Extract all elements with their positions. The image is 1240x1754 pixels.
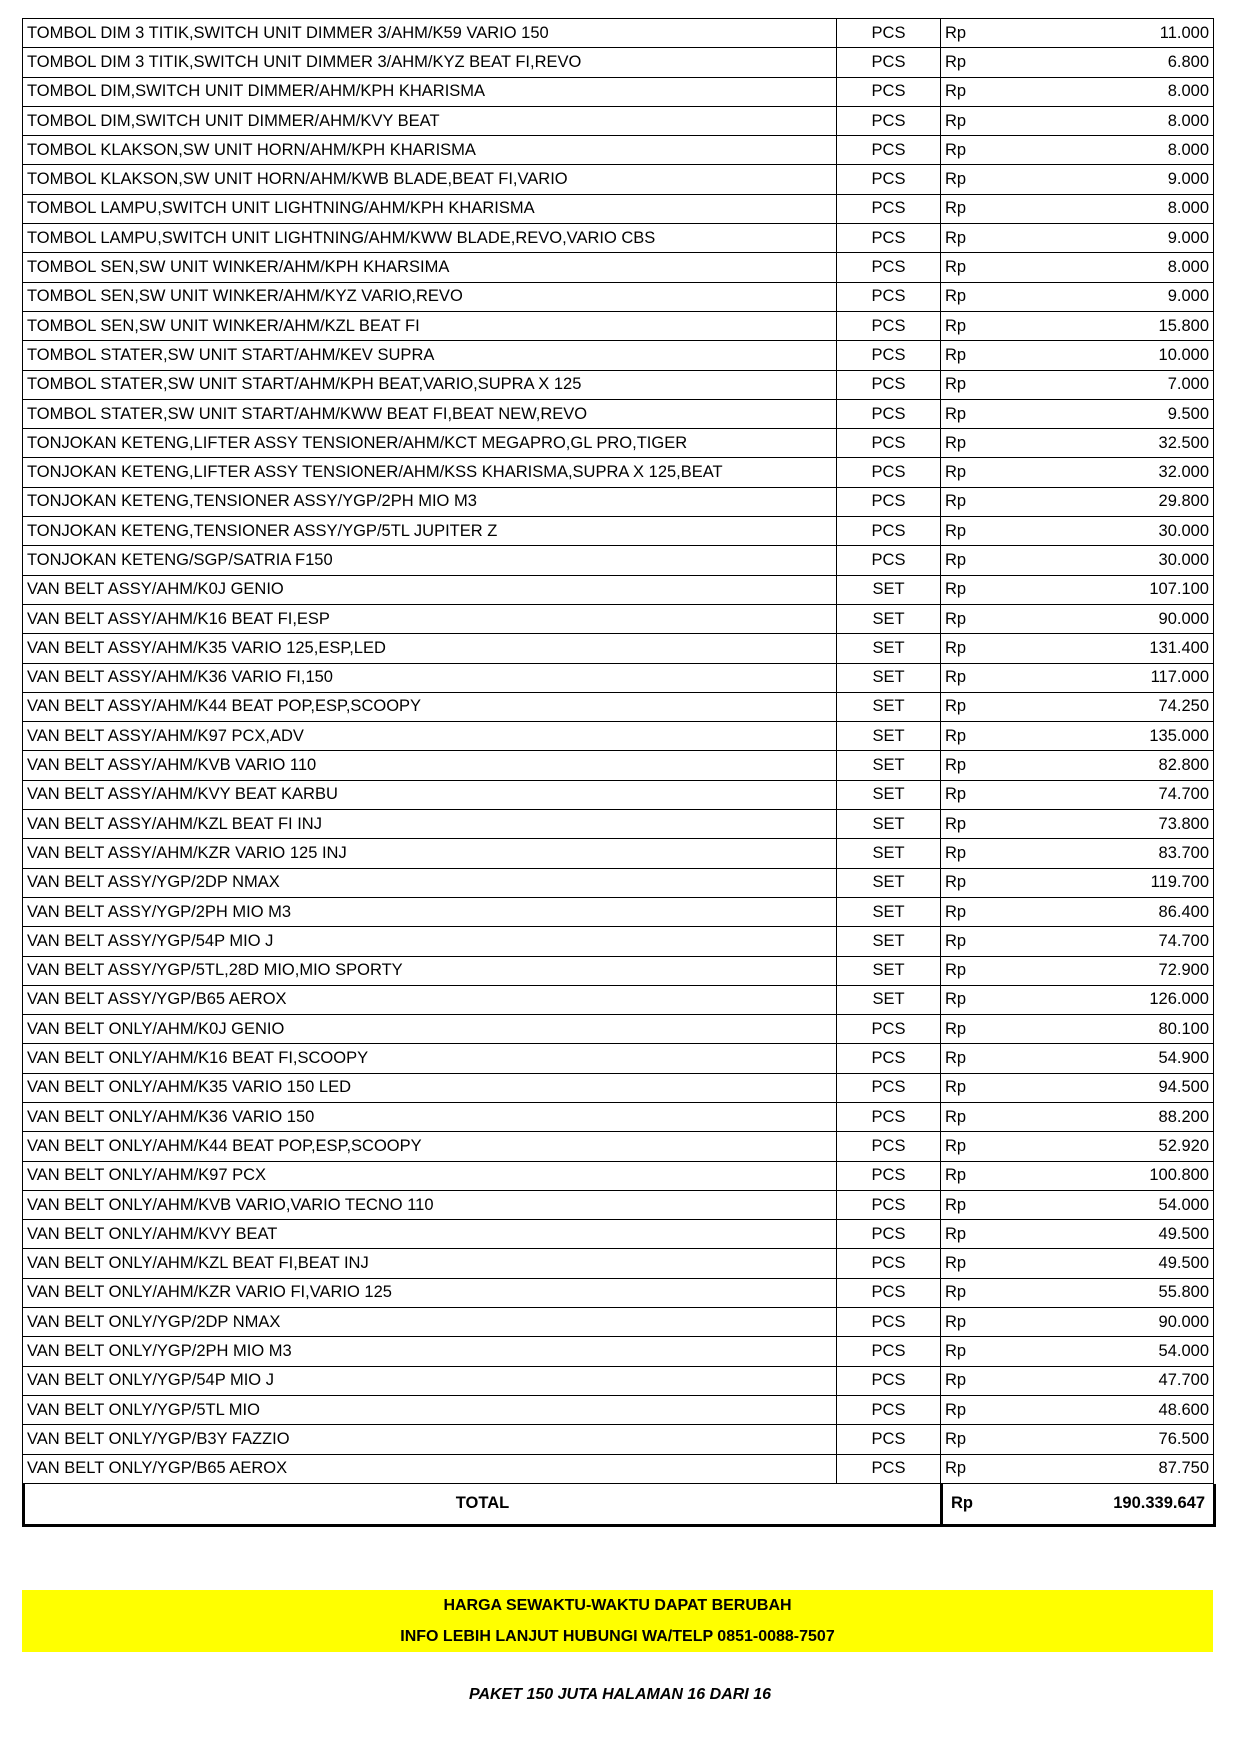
item-name-cell: VAN BELT ONLY/AHM/KZL BEAT FI,BEAT INJ (23, 1249, 837, 1278)
item-name-cell: TOMBOL SEN,SW UNIT WINKER/AHM/KYZ VARIO,REVO (23, 282, 837, 311)
total-table (22, 1484, 1216, 1527)
item-name-cell: VAN BELT ASSY/AHM/K36 VARIO FI,150 (23, 663, 837, 692)
item-price-cell: 8.000 (1001, 194, 1214, 223)
item-name-cell: TOMBOL DIM 3 TITIK,SWITCH UNIT DIMMER 3/AHM/K59 VARIO 150 (23, 19, 837, 48)
table-row (23, 1220, 1214, 1249)
item-price-cell: 73.800 (1001, 810, 1214, 839)
item-unit-cell: PCS (837, 429, 941, 458)
item-currency-cell: Rp (941, 546, 1001, 575)
item-unit-cell: PCS (837, 1308, 941, 1337)
item-unit-cell: SET (837, 692, 941, 721)
item-currency-cell: Rp (941, 1395, 1001, 1424)
item-price-cell: 74.700 (1001, 780, 1214, 809)
item-price-cell: 126.000 (1001, 985, 1214, 1014)
table-row (23, 370, 1214, 399)
item-currency-cell: Rp (941, 282, 1001, 311)
item-unit-cell: SET (837, 751, 941, 780)
item-name-cell: VAN BELT ONLY/YGP/54P MIO J (23, 1366, 837, 1395)
table-row (23, 780, 1214, 809)
item-name-cell: VAN BELT ONLY/YGP/B65 AEROX (23, 1454, 837, 1483)
item-price-cell: 47.700 (1001, 1366, 1214, 1395)
item-price-cell: 32.000 (1001, 458, 1214, 487)
table-row (23, 1102, 1214, 1131)
table-row (23, 399, 1214, 428)
item-currency-cell: Rp (941, 868, 1001, 897)
item-unit-cell: PCS (837, 370, 941, 399)
item-name-cell: VAN BELT ASSY/YGP/2PH MIO M3 (23, 897, 837, 926)
table-row (23, 575, 1214, 604)
item-currency-cell: Rp (941, 517, 1001, 546)
item-price-cell: 30.000 (1001, 517, 1214, 546)
item-unit-cell: PCS (837, 341, 941, 370)
table-row (23, 136, 1214, 165)
item-price-cell: 74.250 (1001, 692, 1214, 721)
item-currency-cell: Rp (941, 194, 1001, 223)
table-row (23, 1132, 1214, 1161)
item-unit-cell: SET (837, 575, 941, 604)
item-name-cell: VAN BELT ASSY/YGP/2DP NMAX (23, 868, 837, 897)
item-price-cell: 90.000 (1001, 1308, 1214, 1337)
table-row (23, 1395, 1214, 1424)
item-unit-cell: PCS (837, 1337, 941, 1366)
item-currency-cell: Rp (941, 1454, 1001, 1483)
item-price-cell: 90.000 (1001, 604, 1214, 633)
item-unit-cell: PCS (837, 194, 941, 223)
item-unit-cell: SET (837, 868, 941, 897)
item-unit-cell: PCS (837, 77, 941, 106)
item-currency-cell: Rp (941, 165, 1001, 194)
item-price-cell: 54.000 (1001, 1337, 1214, 1366)
item-price-cell: 54.000 (1001, 1190, 1214, 1219)
item-name-cell: TONJOKAN KETENG,TENSIONER ASSY/YGP/2PH MIO M3 (23, 487, 837, 516)
item-price-cell: 8.000 (1001, 253, 1214, 282)
item-name-cell: TONJOKAN KETENG,LIFTER ASSY TENSIONER/AHM/KCT MEGAPRO,GL PRO,TIGER (23, 429, 837, 458)
item-name-cell: VAN BELT ONLY/AHM/K44 BEAT POP,ESP,SCOOPY (23, 1132, 837, 1161)
item-currency-cell: Rp (941, 956, 1001, 985)
item-name-cell: TOMBOL LAMPU,SWITCH UNIT LIGHTNING/AHM/KPH KHARISMA (23, 194, 837, 223)
item-price-cell: 9.000 (1001, 165, 1214, 194)
item-name-cell: VAN BELT ONLY/AHM/K36 VARIO 150 (23, 1102, 837, 1131)
total-value: 190.339.647 (1113, 1494, 1205, 1513)
item-price-cell: 117.000 (1001, 663, 1214, 692)
item-unit-cell: PCS (837, 1015, 941, 1044)
item-price-cell: 72.900 (1001, 956, 1214, 985)
item-price-cell: 7.000 (1001, 370, 1214, 399)
item-name-cell: VAN BELT ASSY/AHM/K16 BEAT FI,ESP (23, 604, 837, 633)
item-unit-cell: SET (837, 927, 941, 956)
item-name-cell: VAN BELT ONLY/AHM/K16 BEAT FI,SCOOPY (23, 1044, 837, 1073)
item-currency-cell: Rp (941, 663, 1001, 692)
item-unit-cell: SET (837, 839, 941, 868)
table-row (23, 722, 1214, 751)
price-notice-banner (22, 1590, 1213, 1652)
item-name-cell: TOMBOL DIM 3 TITIK,SWITCH UNIT DIMMER 3/AHM/KYZ BEAT FI,REVO (23, 48, 837, 77)
item-unit-cell: SET (837, 780, 941, 809)
table-row (23, 106, 1214, 135)
table-row (23, 48, 1214, 77)
item-currency-cell: Rp (941, 1337, 1001, 1366)
item-unit-cell: PCS (837, 517, 941, 546)
item-currency-cell: Rp (941, 810, 1001, 839)
table-row (23, 810, 1214, 839)
item-name-cell: VAN BELT ONLY/AHM/KZR VARIO FI,VARIO 125 (23, 1278, 837, 1307)
item-unit-cell: PCS (837, 282, 941, 311)
table-row (23, 311, 1214, 340)
item-currency-cell: Rp (941, 487, 1001, 516)
item-currency-cell: Rp (941, 370, 1001, 399)
table-row (23, 1278, 1214, 1307)
table-row (23, 1044, 1214, 1073)
table-row (23, 487, 1214, 516)
item-price-cell: 9.500 (1001, 399, 1214, 428)
item-unit-cell: PCS (837, 1220, 941, 1249)
item-price-cell: 55.800 (1001, 1278, 1214, 1307)
table-row (23, 546, 1214, 575)
item-price-cell: 76.500 (1001, 1425, 1214, 1454)
item-name-cell: VAN BELT ASSY/AHM/KVB VARIO 110 (23, 751, 837, 780)
item-price-cell: 119.700 (1001, 868, 1214, 897)
item-name-cell: VAN BELT ASSY/AHM/K97 PCX,ADV (23, 722, 837, 751)
item-unit-cell: SET (837, 634, 941, 663)
table-row (23, 1190, 1214, 1219)
table-row (23, 604, 1214, 633)
table-row (23, 165, 1214, 194)
table-row (23, 956, 1214, 985)
table-row (23, 751, 1214, 780)
item-name-cell: TOMBOL KLAKSON,SW UNIT HORN/AHM/KPH KHARISMA (23, 136, 837, 165)
item-unit-cell: PCS (837, 253, 941, 282)
table-row (23, 868, 1214, 897)
item-price-cell: 83.700 (1001, 839, 1214, 868)
item-unit-cell: PCS (837, 311, 941, 340)
table-row (23, 282, 1214, 311)
item-price-cell: 29.800 (1001, 487, 1214, 516)
item-name-cell: TOMBOL SEN,SW UNIT WINKER/AHM/KPH KHARSIMA (23, 253, 837, 282)
item-price-cell: 94.500 (1001, 1073, 1214, 1102)
item-currency-cell: Rp (941, 897, 1001, 926)
item-name-cell: VAN BELT ONLY/AHM/K0J GENIO (23, 1015, 837, 1044)
item-currency-cell: Rp (941, 1249, 1001, 1278)
table-row (23, 517, 1214, 546)
item-currency-cell: Rp (941, 634, 1001, 663)
item-name-cell: TOMBOL STATER,SW UNIT START/AHM/KEV SUPRA (23, 341, 837, 370)
table-row (23, 927, 1214, 956)
item-currency-cell: Rp (941, 311, 1001, 340)
item-unit-cell: PCS (837, 48, 941, 77)
item-currency-cell: Rp (941, 839, 1001, 868)
item-unit-cell: PCS (837, 1249, 941, 1278)
table-row (23, 1249, 1214, 1278)
item-price-cell: 49.500 (1001, 1220, 1214, 1249)
item-currency-cell: Rp (941, 692, 1001, 721)
item-unit-cell: PCS (837, 399, 941, 428)
item-name-cell: VAN BELT ONLY/YGP/2PH MIO M3 (23, 1337, 837, 1366)
item-price-cell: 52.920 (1001, 1132, 1214, 1161)
item-name-cell: TOMBOL STATER,SW UNIT START/AHM/KWW BEAT FI,BEAT NEW,REVO (23, 399, 837, 428)
item-price-cell: 32.500 (1001, 429, 1214, 458)
item-price-cell: 6.800 (1001, 48, 1214, 77)
item-name-cell: VAN BELT ONLY/YGP/5TL MIO (23, 1395, 837, 1424)
item-currency-cell: Rp (941, 19, 1001, 48)
table-row (23, 985, 1214, 1014)
item-unit-cell: SET (837, 985, 941, 1014)
item-price-cell: 30.000 (1001, 546, 1214, 575)
item-currency-cell: Rp (941, 1161, 1001, 1190)
item-currency-cell: Rp (941, 780, 1001, 809)
item-price-cell: 86.400 (1001, 897, 1214, 926)
item-currency-cell: Rp (941, 1425, 1001, 1454)
item-currency-cell: Rp (941, 224, 1001, 253)
item-currency-cell: Rp (941, 399, 1001, 428)
table-row (23, 1366, 1214, 1395)
item-price-cell: 49.500 (1001, 1249, 1214, 1278)
item-currency-cell: Rp (941, 1015, 1001, 1044)
item-currency-cell: Rp (941, 1132, 1001, 1161)
item-unit-cell: PCS (837, 224, 941, 253)
notice-line-price-change: HARGA SEWAKTU-WAKTU DAPAT BERUBAH (443, 1597, 792, 1614)
item-price-cell: 135.000 (1001, 722, 1214, 751)
item-price-cell: 10.000 (1001, 341, 1214, 370)
item-name-cell: VAN BELT ONLY/AHM/KVB VARIO,VARIO TECNO 110 (23, 1190, 837, 1219)
item-price-cell: 8.000 (1001, 106, 1214, 135)
item-name-cell: TOMBOL KLAKSON,SW UNIT HORN/AHM/KWB BLADE,BEAT FI,VARIO (23, 165, 837, 194)
item-name-cell: VAN BELT ONLY/AHM/K97 PCX (23, 1161, 837, 1190)
item-currency-cell: Rp (941, 575, 1001, 604)
item-unit-cell: SET (837, 897, 941, 926)
table-row (23, 458, 1214, 487)
total-currency: Rp (951, 1494, 973, 1513)
table-row (23, 692, 1214, 721)
table-row (23, 1454, 1214, 1483)
item-currency-cell: Rp (941, 1073, 1001, 1102)
item-currency-cell: Rp (941, 1102, 1001, 1131)
item-currency-cell: Rp (941, 722, 1001, 751)
item-name-cell: VAN BELT ASSY/AHM/K44 BEAT POP,ESP,SCOOPY (23, 692, 837, 721)
item-price-cell: 9.000 (1001, 224, 1214, 253)
item-unit-cell: PCS (837, 487, 941, 516)
item-unit-cell: PCS (837, 1073, 941, 1102)
item-unit-cell: SET (837, 956, 941, 985)
item-unit-cell: PCS (837, 1278, 941, 1307)
item-unit-cell: PCS (837, 1366, 941, 1395)
item-unit-cell: PCS (837, 136, 941, 165)
table-row (23, 634, 1214, 663)
item-currency-cell: Rp (941, 77, 1001, 106)
item-unit-cell: SET (837, 663, 941, 692)
item-unit-cell: PCS (837, 458, 941, 487)
item-unit-cell: SET (837, 810, 941, 839)
price-table (22, 18, 1214, 1484)
table-row (23, 194, 1214, 223)
table-row (23, 1337, 1214, 1366)
item-price-cell: 88.200 (1001, 1102, 1214, 1131)
item-currency-cell: Rp (941, 1190, 1001, 1219)
item-unit-cell: PCS (837, 1044, 941, 1073)
item-currency-cell: Rp (941, 48, 1001, 77)
table-row (23, 1073, 1214, 1102)
item-unit-cell: PCS (837, 546, 941, 575)
item-name-cell: TOMBOL SEN,SW UNIT WINKER/AHM/KZL BEAT FI (23, 311, 837, 340)
table-row (23, 1161, 1214, 1190)
item-name-cell: VAN BELT ASSY/AHM/K0J GENIO (23, 575, 837, 604)
item-unit-cell: PCS (837, 1132, 941, 1161)
item-unit-cell: PCS (837, 1190, 941, 1219)
item-price-cell: 87.750 (1001, 1454, 1214, 1483)
total-row (24, 1484, 1215, 1526)
page-footer: PAKET 150 JUTA HALAMAN 16 DARI 16 (469, 1686, 771, 1703)
item-currency-cell: Rp (941, 106, 1001, 135)
item-unit-cell: PCS (837, 106, 941, 135)
item-currency-cell: Rp (941, 1278, 1001, 1307)
item-unit-cell: PCS (837, 1161, 941, 1190)
item-name-cell: VAN BELT ONLY/AHM/K35 VARIO 150 LED (23, 1073, 837, 1102)
item-currency-cell: Rp (941, 253, 1001, 282)
item-name-cell: VAN BELT ASSY/AHM/K35 VARIO 125,ESP,LED (23, 634, 837, 663)
item-name-cell: TOMBOL STATER,SW UNIT START/AHM/KPH BEAT,VARIO,SUPRA X 125 (23, 370, 837, 399)
item-name-cell: TOMBOL DIM,SWITCH UNIT DIMMER/AHM/KPH KHARISMA (23, 77, 837, 106)
table-row (23, 19, 1214, 48)
table-row (23, 1425, 1214, 1454)
item-name-cell: VAN BELT ONLY/AHM/KVY BEAT (23, 1220, 837, 1249)
item-name-cell: VAN BELT ASSY/AHM/KVY BEAT KARBU (23, 780, 837, 809)
item-price-cell: 11.000 (1001, 19, 1214, 48)
item-currency-cell: Rp (941, 1044, 1001, 1073)
item-currency-cell: Rp (941, 429, 1001, 458)
item-price-cell: 8.000 (1001, 77, 1214, 106)
item-unit-cell: PCS (837, 1102, 941, 1131)
notice-line-contact: INFO LEBIH LANJUT HUBUNGI WA/TELP 0851-0088-7507 (400, 1628, 835, 1645)
table-row (23, 341, 1214, 370)
table-row (23, 1015, 1214, 1044)
item-unit-cell: PCS (837, 165, 941, 194)
item-currency-cell: Rp (941, 1366, 1001, 1395)
item-price-cell: 15.800 (1001, 311, 1214, 340)
item-price-cell: 80.100 (1001, 1015, 1214, 1044)
item-name-cell: TOMBOL DIM,SWITCH UNIT DIMMER/AHM/KVY BEAT (23, 106, 837, 135)
item-unit-cell: SET (837, 722, 941, 751)
item-name-cell: VAN BELT ASSY/YGP/5TL,28D MIO,MIO SPORTY (23, 956, 837, 985)
total-label: TOTAL (24, 1484, 942, 1526)
item-price-cell: 8.000 (1001, 136, 1214, 165)
item-currency-cell: Rp (941, 1220, 1001, 1249)
item-unit-cell: PCS (837, 1454, 941, 1483)
item-currency-cell: Rp (941, 927, 1001, 956)
price-list-sheet (22, 18, 1213, 1527)
item-name-cell: VAN BELT ASSY/AHM/KZR VARIO 125 INJ (23, 839, 837, 868)
item-currency-cell: Rp (941, 458, 1001, 487)
item-price-cell: 100.800 (1001, 1161, 1214, 1190)
item-unit-cell: PCS (837, 19, 941, 48)
item-name-cell: VAN BELT ASSY/YGP/B65 AEROX (23, 985, 837, 1014)
item-unit-cell: PCS (837, 1425, 941, 1454)
item-currency-cell: Rp (941, 341, 1001, 370)
table-row (23, 253, 1214, 282)
item-name-cell: TOMBOL LAMPU,SWITCH UNIT LIGHTNING/AHM/KWW BLADE,REVO,VARIO CBS (23, 224, 837, 253)
table-row (23, 663, 1214, 692)
item-unit-cell: PCS (837, 1395, 941, 1424)
item-price-cell: 48.600 (1001, 1395, 1214, 1424)
item-price-cell: 9.000 (1001, 282, 1214, 311)
table-row (23, 224, 1214, 253)
item-name-cell: TONJOKAN KETENG/SGP/SATRIA F150 (23, 546, 837, 575)
table-row (23, 897, 1214, 926)
item-price-cell: 82.800 (1001, 751, 1214, 780)
item-price-cell: 54.900 (1001, 1044, 1214, 1073)
table-row (23, 839, 1214, 868)
item-price-cell: 131.400 (1001, 634, 1214, 663)
item-unit-cell: SET (837, 604, 941, 633)
item-currency-cell: Rp (941, 1308, 1001, 1337)
item-currency-cell: Rp (941, 985, 1001, 1014)
item-name-cell: VAN BELT ASSY/YGP/54P MIO J (23, 927, 837, 956)
item-price-cell: 107.100 (1001, 575, 1214, 604)
item-name-cell: VAN BELT ASSY/AHM/KZL BEAT FI INJ (23, 810, 837, 839)
item-name-cell: TONJOKAN KETENG,LIFTER ASSY TENSIONER/AHM/KSS KHARISMA,SUPRA X 125,BEAT (23, 458, 837, 487)
table-row (23, 77, 1214, 106)
price-table-body (23, 19, 1214, 1484)
item-price-cell: 74.700 (1001, 927, 1214, 956)
table-row (23, 429, 1214, 458)
table-row (23, 1308, 1214, 1337)
item-name-cell: TONJOKAN KETENG,TENSIONER ASSY/YGP/5TL JUPITER Z (23, 517, 837, 546)
item-currency-cell: Rp (941, 604, 1001, 633)
item-currency-cell: Rp (941, 751, 1001, 780)
item-currency-cell: Rp (941, 136, 1001, 165)
item-name-cell: VAN BELT ONLY/YGP/B3Y FAZZIO (23, 1425, 837, 1454)
item-name-cell: VAN BELT ONLY/YGP/2DP NMAX (23, 1308, 837, 1337)
